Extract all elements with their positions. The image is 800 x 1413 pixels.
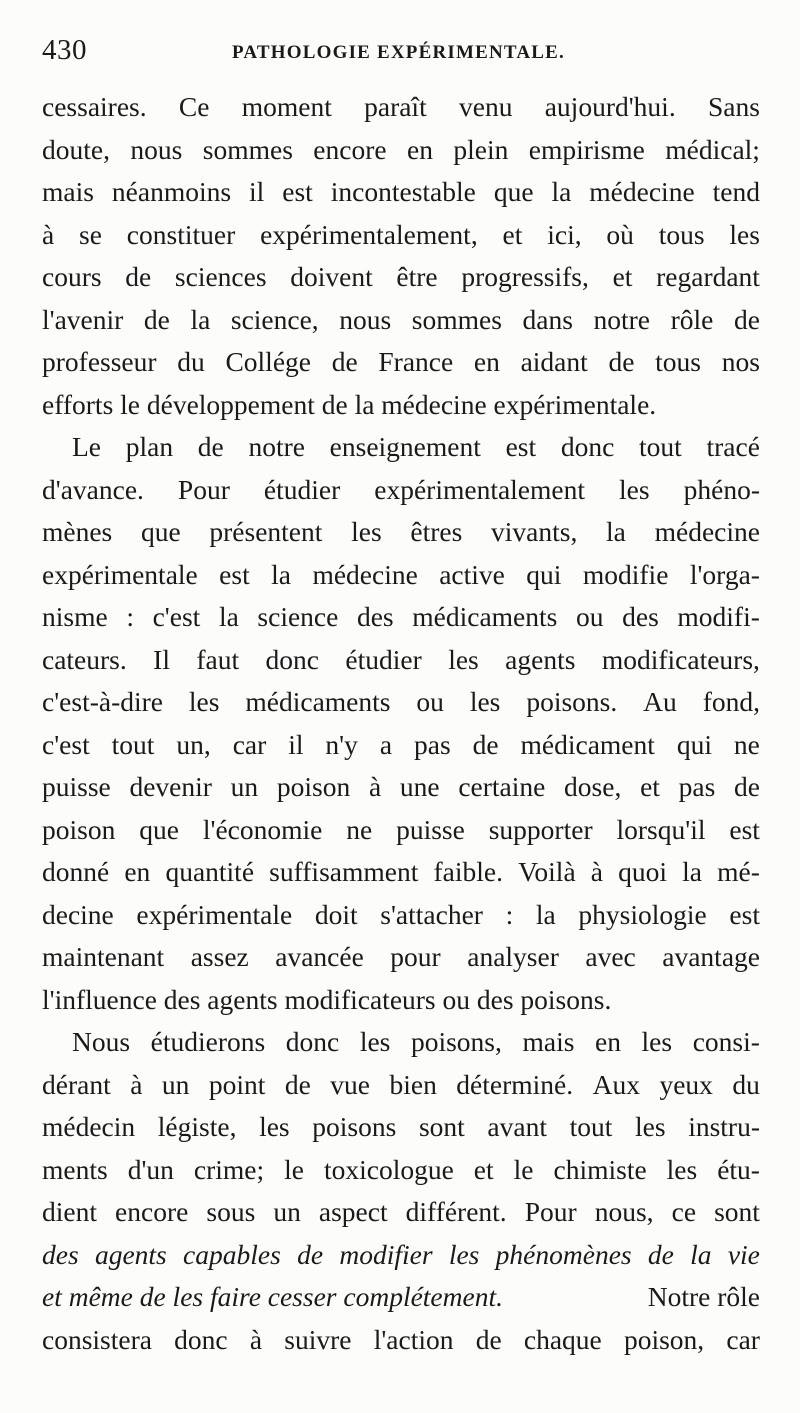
text-line: efforts le développement de la médecine expérimentale.: [42, 388, 657, 420]
running-head: PATHOLOGIE EXPÉRIMENTALE.: [232, 42, 565, 63]
text-line: d'avance. Pour étudier expérimentalement les phéno-: [42, 473, 760, 505]
italic-phrase: et même de les faire cesser complétement.: [42, 1281, 503, 1312]
paragraph-1: [42, 86, 760, 426]
text-line: decine expérimentale doit s'attacher : la physiologie est: [42, 898, 760, 930]
roman-phrase: Notre rôle: [647, 1281, 760, 1312]
text-line: ments d'un crime; le toxicologue et le chimiste les étu-: [42, 1153, 760, 1185]
text-line: poison que l'économie ne puisse supporter lorsqu'il est: [42, 813, 760, 845]
text-line: cateurs. Il faut donc étudier les agents modificateurs,: [42, 643, 760, 675]
text-line-italic: des agents capables de modifier les phénomènes de la vie: [42, 1238, 760, 1270]
text-line: nisme : c'est la science des médicaments ou des modifi-: [42, 601, 760, 632]
paragraph-3: [42, 1021, 760, 1361]
text-line: mènes que présentent les êtres vivants, la médecine: [42, 516, 760, 547]
text-line: maintenant assez avancée pour analyser avec avantage: [42, 941, 760, 972]
text-line: professeur du Collége de France en aidant de tous nos: [42, 346, 760, 377]
text-line: c'est-à-dire les médicaments ou les poisons. Au fond,: [42, 686, 760, 717]
text-line: l'influence des agents modificateurs ou des poisons.: [42, 983, 612, 1015]
text-line: c'est tout un, car il n'y a pas de médicament qui ne: [42, 728, 760, 760]
text-line: puisse devenir un poison à une certaine dose, et pas de: [42, 771, 760, 802]
text-line: doute, nous sommes encore en plein empirisme médical;: [42, 133, 760, 165]
text-line: mais néanmoins il est incontestable que la médecine tend: [42, 176, 760, 207]
text-line: l'avenir de la science, nous sommes dans notre rôle de: [42, 303, 760, 335]
page-number: 430: [42, 34, 87, 66]
text-line: cessaires. Ce moment paraît venu aujourd'hui. Sans: [42, 91, 760, 122]
text-line: Le plan de notre enseignement est donc tout tracé: [72, 431, 760, 462]
text-line-mixed: [42, 1276, 760, 1319]
text-line: cours de sciences doivent être progressifs, et regardant: [42, 261, 760, 292]
text-line: dérant à un point de vue bien déterminé. Aux yeux du: [42, 1068, 760, 1100]
page-header: [42, 34, 760, 74]
text-line: donné en quantité suffisamment faible. Voilà à quoi la mé-: [42, 856, 760, 887]
text-line: dient encore sous un aspect différent. Pour nous, ce sont: [42, 1196, 760, 1227]
text-line: expérimentale est la médecine active qui modifie l'orga-: [42, 558, 760, 590]
body-text: [42, 86, 760, 1361]
text-line: Nous étudierons donc les poisons, mais en les consi-: [72, 1026, 760, 1057]
text-line: à se constituer expérimentalement, et ici, où tous les: [42, 218, 760, 250]
paragraph-2: [42, 426, 760, 1021]
text-line: consistera donc à suivre l'action de chaque poison, car: [42, 1323, 760, 1355]
text-line: médecin légiste, les poisons sont avant tout les instru-: [42, 1111, 760, 1142]
